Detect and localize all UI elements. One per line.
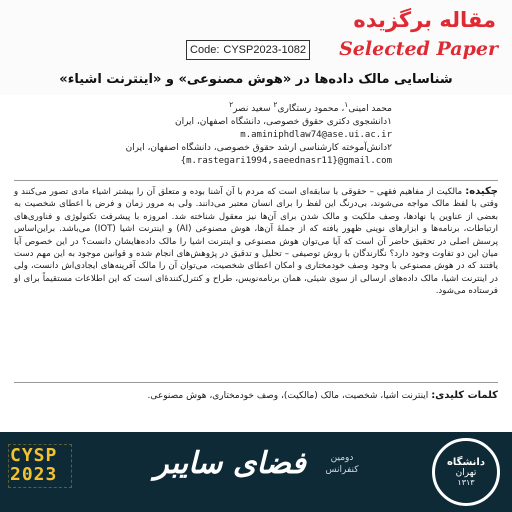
code-value: CYSP2023-1082 [223, 44, 306, 56]
selected-paper-badge-en: Selected Paper [339, 38, 498, 60]
abstract [14, 186, 498, 298]
conference-subtitle-line2: کنفرانس [325, 465, 359, 475]
code-label: Code: [190, 44, 220, 56]
selected-paper-badge-fa: مقاله برگزیده [353, 8, 496, 32]
cysp-logo [10, 446, 70, 484]
paper-code-box [186, 40, 310, 60]
email-1[interactable]: m.aminiphdlaw74@ase.ui.ac.ir [240, 130, 392, 140]
keywords-label: کلمات کلیدی: [431, 390, 498, 401]
email-2[interactable]: {m.rastegari1994,saeednasr11}@gmail.com [180, 156, 392, 166]
paper-title: شناسایی مالک داده‌ها در «هوش مصنوعی» و «اینترنت اشیاء» [59, 72, 453, 87]
cysp-logo-line1: CYSP [10, 445, 58, 466]
affiliation-1: ۱دانشجوی دکتری حقوق خصوصی، دانشگاه اصفهان، ایران [174, 117, 392, 127]
abstract-label: چکیده: [465, 186, 498, 197]
cysp-logo-frame [8, 444, 72, 488]
conference-brand: فضای سایبر [154, 446, 306, 481]
seal-bot-text: ۱۳۱۳ [457, 478, 475, 487]
keywords-text: اینترنت اشیا، شخصیت، مالک (مالکیت)، وصف خودمختاری، هوش مصنوعی. [147, 391, 429, 401]
seal-mid-text: تهران [455, 468, 477, 478]
university-seal-icon [432, 438, 500, 506]
footer [0, 432, 512, 512]
divider-top [14, 180, 498, 181]
conference-subtitle [322, 452, 362, 476]
affiliation-2: ۲دانش‌آموخته کارشناسی ارشد حقوق خصوصی، دانشگاه اصفهان، ایران [125, 143, 392, 153]
author-names: محمد امینی$^۱$، محمود رستگاری$^۲$ سعید نصر$^۲$ [229, 100, 392, 114]
conference-subtitle-line1: دومین [330, 453, 354, 463]
seal-top-text: دانشگاه [447, 457, 485, 468]
divider-bottom [14, 382, 498, 383]
keywords [14, 390, 498, 401]
authors-block [122, 98, 392, 168]
abstract-text: مالکیت از مفاهیم فقهی – حقوقی با سابقه‌ای است که مردم با آن آشنا بوده و متعلق آن را بیشتر اشیاء مادی تصور می‌کنند و وقتی با لفظ مالک مواجه می‌شوند، بی‌درنگ این لفظ را برای انسان معتبر می‌دانند. ولی به مرور زمان و فرض با اعطای شخصیت به بعضی از عناوین یا نهادها، وصف ملکیت و مالک شدن برای آن‌ها نیز معقول شناخته شد. امروزه با پیشرفت تکنولوژی و فناوری‌های ارتباطات، برنامه‌ها و ابزارهای نوینی ظهور یافته که از جملهٔ آن‌ها، هوش مصنوعی (AI) و اینترنت اشیا (IOT) می‌باشد. براین‌اساس پرسش اصلی در تحقیق حاضر آن است که آیا می‌توان هوش مصنوعی و اینترنت اشیا را مالک داده‌هایشان دانست؟ در این خصوص آیا میان این دو تفاوت وجود دارد؟ نگارندگان با روش توصیفی – تحلیل و تدقیق در پژوهش‌های انجام شده و قوانین موجود به این مهم دست یافتند که در هوش مصنوعی با وجود وصف خودمختاری و امکان اعطای شخصیت، می‌توان آن را مالک آفرینه‌های ایجادی‌اش دانست، ولی در اینترنت اشیا، مالک داده‌های ارسالی از سوی شیئی، همان برنامه‌نویس، طراح و کنترل‌کنندهٔ‌ای است که این اطلاعات مستقیماً برای او فرستاده می‌شود. [14, 187, 499, 297]
cysp-logo-line2: 2023 [10, 464, 58, 485]
